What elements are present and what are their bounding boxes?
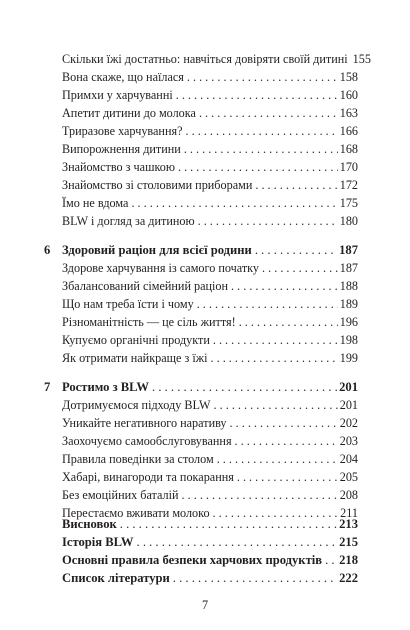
- toc-entry-page: 155: [352, 52, 371, 66]
- dot-leader: [198, 214, 338, 229]
- chapter-page: 201: [339, 380, 358, 394]
- chapter-page: 187: [339, 243, 358, 257]
- toc-entry-title: Здорове харчування із самого початку: [62, 261, 260, 275]
- toc-entry: [62, 297, 358, 312]
- toc-entry-page: 201: [339, 398, 358, 412]
- toc-entry-title: Дотримуємося підходу BLW: [62, 398, 211, 412]
- toc-entry: [62, 434, 358, 449]
- dot-leader: [182, 488, 338, 503]
- dot-leader: [187, 70, 338, 85]
- dot-leader: [131, 196, 337, 211]
- toc-entry: [62, 124, 358, 139]
- toc-entry-title: Без емоційних баталій: [62, 488, 179, 502]
- toc-entry-title: Хабарі, винагороди та покарання: [62, 470, 234, 484]
- dot-leader: [230, 416, 338, 431]
- dot-leader: [173, 571, 337, 586]
- dot-leader: [262, 261, 338, 276]
- toc-entry-title: Як отримати найкраще з їжі: [62, 351, 208, 365]
- toc-entry-page: 208: [339, 488, 358, 502]
- toc-entry-page: 211: [340, 506, 358, 520]
- chapter-title: Ростимо з BLW: [62, 380, 150, 394]
- dot-leader: [217, 452, 338, 467]
- toc-entry-title: Примхи у харчуванні: [62, 88, 173, 102]
- toc-entry: [62, 488, 358, 503]
- toc-entry-title: Триразове харчування?: [62, 124, 183, 138]
- backmatter-page: 222: [339, 571, 358, 585]
- backmatter-title: Список літератури: [62, 571, 170, 585]
- dot-leader: [325, 553, 337, 568]
- dot-leader: [186, 124, 338, 139]
- toc-entry: [62, 70, 358, 85]
- toc-entry-title: Випорожнення дитини: [62, 142, 181, 156]
- toc-entry-title: Знайомство з чашкою: [62, 160, 175, 174]
- dot-leader: [255, 178, 337, 193]
- toc-entry-page: 180: [339, 214, 358, 228]
- chapter-number: 7: [44, 380, 51, 394]
- dot-leader: [235, 434, 338, 449]
- toc-entry: [62, 261, 358, 276]
- toc-entry-title: Перестаємо вживати молоко: [62, 506, 210, 520]
- toc-entry: [62, 315, 358, 330]
- toc-entry: [62, 452, 358, 467]
- toc-entry-page: 187: [339, 261, 358, 275]
- toc-entry-title: Купуємо органічні продукти: [62, 333, 210, 347]
- toc-entry-page: 168: [339, 142, 358, 156]
- toc-entry-page: 163: [339, 106, 358, 120]
- toc-entry-page: 170: [339, 160, 358, 174]
- toc-entry: [62, 178, 358, 193]
- dot-leader: [255, 243, 337, 258]
- toc-entry-page: 172: [339, 178, 358, 192]
- toc-entry-page: 199: [339, 351, 358, 365]
- toc-entry-title: Їмо не вдома: [62, 196, 129, 210]
- toc-entry-page: 160: [339, 88, 358, 102]
- toc-entry-page: 158: [339, 70, 358, 84]
- chapter-title: Здоровий раціон для всієї родини: [62, 243, 252, 257]
- backmatter-title: Історія BLW: [62, 535, 134, 549]
- toc-entry-page: 203: [339, 434, 358, 448]
- backmatter-page: 215: [339, 535, 358, 549]
- toc-entry: [62, 88, 358, 103]
- dot-leader: [120, 517, 337, 532]
- toc-entry: [62, 142, 358, 157]
- toc-entry-title: Скільки їжі достатньо: навчіться довіряти своїй дитині: [62, 52, 348, 66]
- toc-entry-title: Заохочуємо самообслуговування: [62, 434, 232, 448]
- dot-leader: [178, 160, 338, 175]
- toc-entry: [62, 398, 358, 413]
- toc-entry-page: 202: [339, 416, 358, 430]
- toc-entry-title: Вона скаже, що наїлася: [62, 70, 184, 84]
- toc-entry: [62, 52, 371, 67]
- dot-leader: [176, 88, 338, 103]
- toc-entry: [62, 160, 358, 175]
- dot-leader: [231, 279, 338, 294]
- toc-entry: [62, 416, 358, 431]
- backmatter-title: Основні правила безпеки харчових продуктів: [62, 553, 323, 567]
- dot-leader: [152, 380, 337, 395]
- chapter-heading: [44, 380, 358, 395]
- chapter-heading: [44, 243, 358, 258]
- toc-entry-title: BLW і догляд за дитиною: [62, 214, 195, 228]
- page-number: 7: [201, 598, 209, 612]
- backmatter-title: Висновок: [62, 517, 117, 531]
- toc-entry-title: Знайомство зі столовими приборами: [62, 178, 253, 192]
- toc-entry-page: 205: [339, 470, 358, 484]
- toc-entry-page: 196: [339, 315, 358, 329]
- backmatter-page: 218: [339, 553, 358, 567]
- dot-leader: [184, 142, 338, 157]
- toc-entry-title: Правила поведінки за столом: [62, 452, 214, 466]
- toc-entry: [62, 196, 358, 211]
- toc-entry: [62, 351, 358, 366]
- toc-entry-title: Апетит дитини до молока: [62, 106, 196, 120]
- dot-leader: [211, 351, 338, 366]
- toc-entry: [62, 333, 358, 348]
- backmatter-entry: [62, 535, 358, 550]
- toc-entry-page: 166: [339, 124, 358, 138]
- dot-leader: [199, 106, 338, 121]
- toc-entry-title: Уникайте негативного наративу: [62, 416, 227, 430]
- toc-entry: [62, 106, 358, 121]
- dot-leader: [214, 398, 338, 413]
- dot-leader: [213, 333, 338, 348]
- dot-leader: [197, 297, 338, 312]
- dot-leader: [237, 470, 338, 485]
- toc-entry: [62, 214, 358, 229]
- backmatter-entry: [62, 571, 358, 586]
- chapter-number: 6: [44, 243, 51, 257]
- dot-leader: [239, 315, 338, 330]
- toc-entry: [62, 279, 358, 294]
- toc-entry-title: Збалансований сімейний раціон: [62, 279, 229, 293]
- toc-entry-title: Що нам треба їсти і чому: [62, 297, 194, 311]
- toc-entry: [62, 470, 358, 485]
- toc-entry-page: 188: [339, 279, 358, 293]
- toc-entry-page: 175: [339, 196, 358, 210]
- toc-entry-page: 198: [339, 333, 358, 347]
- backmatter-page: 213: [339, 517, 358, 531]
- toc-entry-title: Різноманітність — це сіль життя!: [62, 315, 236, 329]
- toc-entry-page: 204: [339, 452, 358, 466]
- toc-entry-page: 189: [339, 297, 358, 311]
- dot-leader: [137, 535, 338, 550]
- backmatter-entry: [62, 553, 358, 568]
- backmatter-entry: [62, 517, 358, 532]
